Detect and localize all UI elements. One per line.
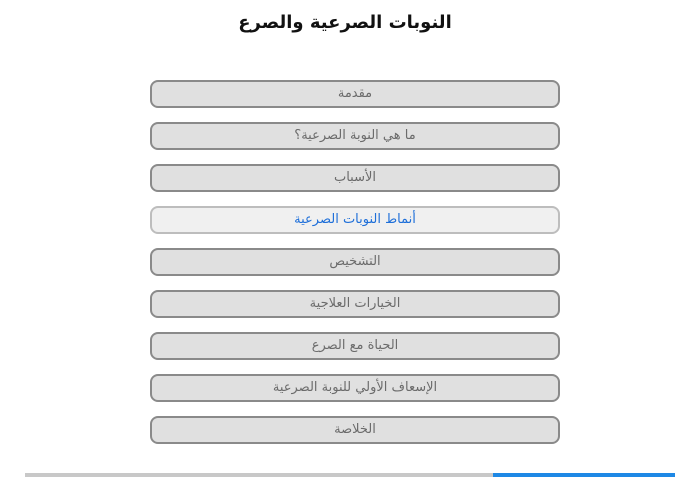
topic-menu (150, 80, 560, 458)
progress-bar (25, 473, 675, 477)
menu-item-what-is-seizure[interactable]: ما هي النوبة الصرعية؟ (150, 122, 560, 150)
menu-item-treatment-options[interactable]: الخيارات العلاجية (150, 290, 560, 318)
menu-item-summary[interactable]: الخلاصة (150, 416, 560, 444)
menu-item-causes[interactable]: الأسباب (150, 164, 560, 192)
menu-item-seizure-types[interactable]: أنماط النوبات الصرعية (150, 206, 560, 234)
menu-item-seizure-first-aid[interactable]: الإسعاف الأولي للنوبة الصرعية (150, 374, 560, 402)
progress-bar-fill (493, 473, 675, 477)
page-title: النوبات الصرعية والصرع (238, 12, 452, 33)
menu-item-introduction[interactable]: مقدمة (150, 80, 560, 108)
menu-item-living-with-epilepsy[interactable]: الحياة مع الصرع (150, 332, 560, 360)
menu-item-diagnosis[interactable]: التشخيص (150, 248, 560, 276)
